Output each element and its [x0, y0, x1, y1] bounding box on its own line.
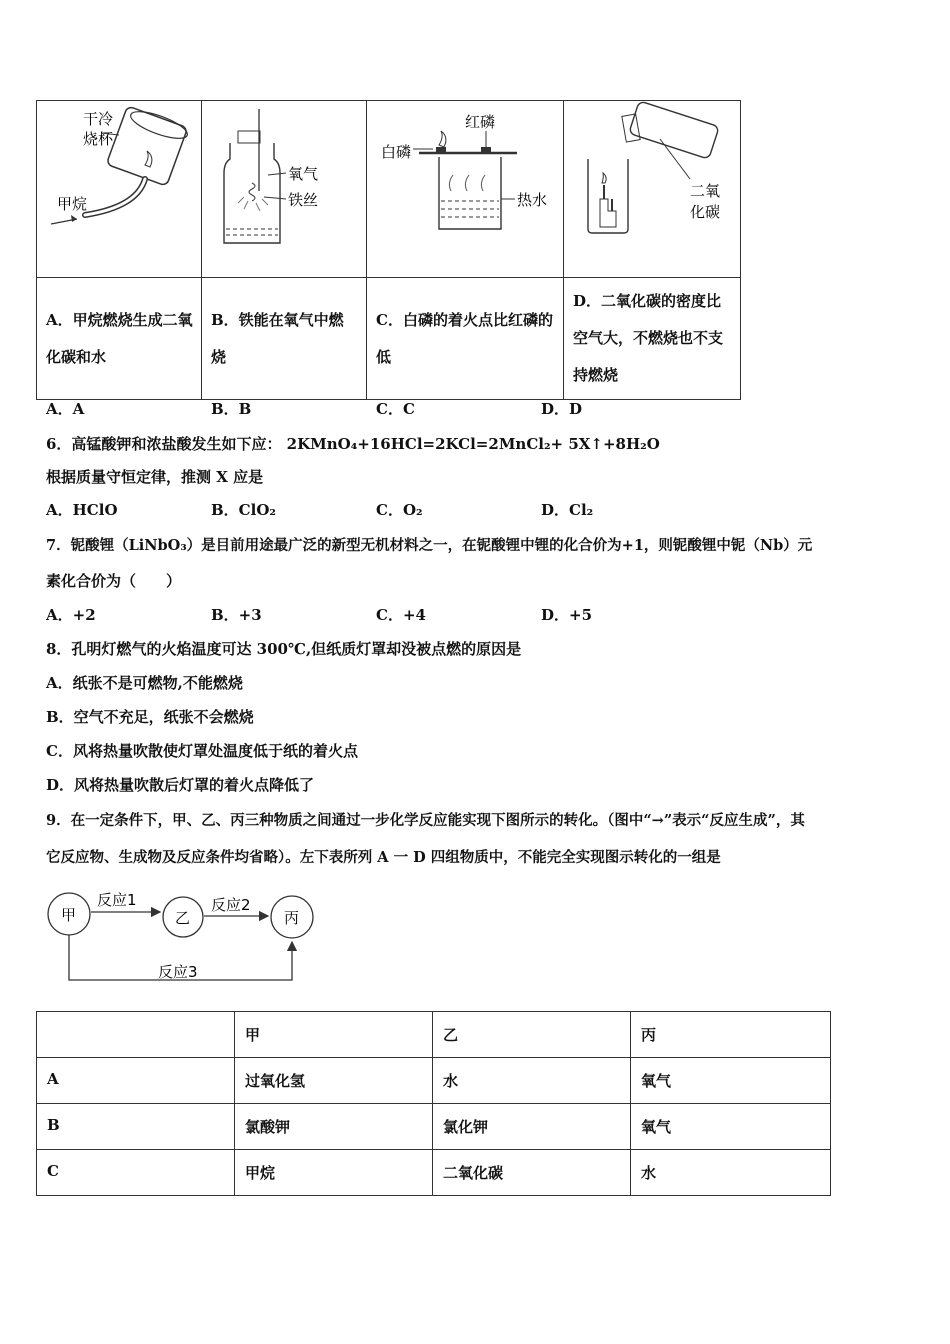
q5-option-a: A．A — [46, 400, 85, 418]
q7-option-a: A．+2 — [46, 606, 96, 624]
q7-option-c: C．+4 — [376, 606, 426, 624]
q6-option-d: D．Cl₂ — [541, 501, 594, 519]
figure-co2-candles — [564, 101, 740, 273]
figure-b-cell — [202, 101, 367, 278]
label-hot-water: 热水 — [517, 191, 548, 209]
label-cold-beaker-2: 烧杯 — [83, 130, 114, 148]
q7-line1: 7．铌酸锂（LiNbO₃）是目前用途最广泛的新型无机材料之一，在铌酸锂中锂的化合价为+1，则铌酸锂中铌（Nb）元 — [46, 537, 813, 554]
q9-line1: 9．在一定条件下，甲、乙、丙三种物质之间通过一步化学反应能实现下图所示的转化。（图中“→”表示“反应生成”，其 — [46, 812, 805, 829]
caption-b: B．铁能在氧气中燃烧 — [202, 278, 367, 400]
q7-option-d: D．+5 — [541, 606, 593, 624]
q6-option-a: A．HClO — [46, 501, 118, 519]
q7-option-b: B．+3 — [211, 606, 262, 624]
caption-d: D．二氧化碳的密度比空气大，不燃烧也不支持燃烧 — [564, 278, 741, 400]
figure-methane-burning — [37, 101, 201, 273]
reaction-diagram — [40, 886, 330, 990]
node-bing-label: 丙 — [284, 909, 300, 927]
q8-option-b: B．空气不充足，纸张不会燃烧 — [46, 708, 254, 726]
reaction-1-label: 反应1 — [97, 891, 137, 909]
figure-iron-in-oxygen — [202, 101, 366, 273]
node-jia-label: 甲 — [61, 906, 77, 924]
q6-option-c: C．O₂ — [376, 501, 423, 519]
table-header-row: 甲 乙 丙 — [37, 1012, 831, 1058]
figure-a-cell — [37, 101, 202, 278]
label-co2-2: 化碳 — [690, 203, 721, 221]
q5-option-d: D．D — [541, 400, 583, 418]
figure-c-cell — [367, 101, 564, 278]
label-oxygen: 氧气 — [288, 165, 319, 183]
q6-line2: 根据质量守恒定律，推测 X 应是 — [46, 468, 264, 486]
reaction-2-label: 反应2 — [211, 896, 251, 914]
q8-option-c: C．风将热量吹散使灯罩处温度低于纸的着火点 — [46, 742, 358, 760]
q6-option-b: B．ClO₂ — [211, 501, 276, 519]
table-row: B 氯酸钾 氯化钾 氧气 — [37, 1104, 831, 1150]
table-row: A 过氧化氢 水 氧气 — [37, 1058, 831, 1104]
label-methane: 甲烷 — [57, 195, 88, 213]
q8-option-a: A．纸张不是可燃物,不能燃烧 — [46, 674, 243, 692]
q5-option-b: B．B — [211, 400, 252, 418]
caption-a: A．甲烷燃烧生成二氧化碳和水 — [37, 278, 202, 400]
q8-option-d: D．风将热量吹散后灯罩的着火点降低了 — [46, 776, 315, 794]
label-red-phosphorus: 红磷 — [465, 113, 496, 131]
experiment-table — [36, 100, 741, 400]
node-yi-label: 乙 — [175, 909, 191, 927]
label-white-phosphorus: 白磷 — [381, 143, 412, 161]
q5-option-c: C．C — [376, 400, 415, 418]
q8-stem: 8．孔明灯燃气的火焰温度可达 300℃,但纸质灯罩却没被点燃的原因是 — [46, 640, 522, 658]
table-row: C 甲烷 二氧化碳 水 — [37, 1150, 831, 1196]
q9-line2: 它反应物、生成物及反应条件均省略）。左下表所列 A 一 D 四组物质中，不能完全实现图示转化的一组是 — [46, 849, 721, 866]
figure-d-cell — [564, 101, 741, 278]
label-iron-wire: 铁丝 — [288, 191, 319, 209]
reaction-3-label: 反应3 — [158, 963, 198, 981]
label-cold-beaker-1: 干冷 — [83, 110, 114, 128]
figure-phosphorus-ignition — [367, 101, 563, 273]
caption-c: C．白磷的着火点比红磷的低 — [367, 278, 564, 400]
label-co2-1: 二氧 — [690, 182, 721, 200]
q6-stem: 6．高锰酸钾和浓盐酸发生如下应： 2KMnO₄+16HCl=2KCl=2MnCl₂+ 5X↑+8H₂O — [46, 435, 660, 453]
q7-line2: 素化合价为（ ） — [46, 572, 182, 590]
q9-substance-table — [36, 1011, 831, 1196]
